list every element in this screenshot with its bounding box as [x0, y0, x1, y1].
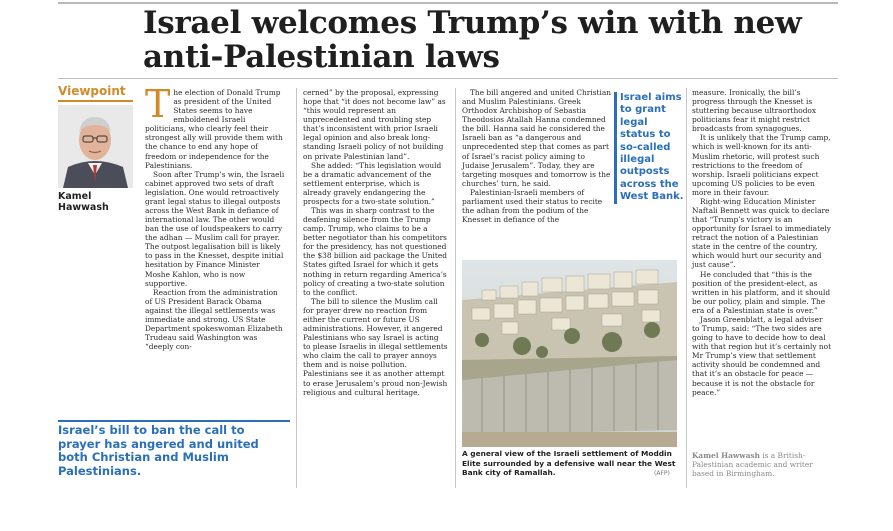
column-divider: [296, 88, 297, 488]
pull-quote: Israel aims to grant legal status to so-called illegal outposts across the West Bank.: [614, 92, 686, 204]
highlight-quote: Israel’s bill to ban the call to prayer has angered and united both Christian and Muslim Palestinians.: [58, 420, 290, 478]
article-column-4: [692, 88, 832, 397]
settlement-photo: [462, 260, 677, 447]
article-column-2: [303, 88, 448, 397]
paragraph: Palestinian-Israeli members of parliament used their status to recite the adhan from the podium of the Knesset in defiance of the: [462, 187, 603, 225]
paragraph: Right-wing Education Minister Naftali Bennett was quick to declare that “Trump’s victory is an opportunity for Israel to immediately retract the notion of a Palestinian state in the centre of the country, which would hurt our security and just cause”.: [692, 196, 831, 270]
drop-cap: T: [145, 82, 171, 126]
author-name: [58, 191, 109, 213]
bio-name: Kamel Hawwash: [692, 451, 760, 460]
paragraph: It is unlikely that the Trump camp, which is well-known for its anti-Muslim rhetoric, will protest such restrictions to the freedom of worship. Israeli politicians expect upcoming US policies to be even more in their favour.: [692, 133, 831, 197]
header-rule: [58, 78, 838, 79]
top-rule: [58, 2, 838, 4]
paragraph: The election of Donald Trump as president of the United States seems to have emboldened Israeli politicians, who clearly feel their strongest ally will provide them with the chance to end any hope of freedom or independence for the Palestinians.: [145, 82, 283, 170]
paragraph: She added: “This legislation would be a dramatic advancement of the settlement enterprise, which is already gravely endangering the prospects for a two-state solution.”: [303, 160, 442, 206]
bio-text: is a British-Palestinian academic and writer based in Birmingham.: [692, 451, 813, 479]
paragraph: The bill angered and united Christian and Muslim Palestinians. Greek Orthodox Archbishop of Sebastia Theodosios Atallah Hanna condemned the bill. Hanna said he considered the Israeli ban as “a dangerous and unprecedented step that comes as part of Israel’s racist policy aiming to Judaise Jerusalem”. Today, they are targeting mosques and tomorrow is the churches’ turn, he said.: [462, 88, 611, 188]
paragraph: measure. Ironically, the bill’s progress through the Knesset is stuttering because ultraorthodox politicians fear it might restrict broadcasts from synagogues.: [692, 88, 817, 134]
paragraph: Jason Greenblatt, a legal adviser to Trump, said: “The two sides are going to have to decide how to deal with that region but it’s certainly not Mr Trump’s view that settlement activity should be condemned and that it’s an obstacle for peace — because it is not the obstacle for peace.”: [692, 314, 832, 397]
headline: Israel welcomes Trump’s win with new anti-Palestinian laws: [143, 5, 802, 75]
author-first-name: Kamel: [58, 191, 92, 202]
paragraph: Reaction from the administration of US President Barack Obama against the illegal settlements was immediate and strong. US State Department spokeswoman Elizabeth Trudeau said Washington was “deeply con-: [145, 287, 283, 352]
paragraph: cerned” by the proposal, expressing hope that “it does not become law” as “this would represent an unprecedented and troubling step that’s inconsistent with prior Israeli legal opinion and also break long-standing Israeli policy of not building on private Palestinian land”.: [303, 88, 446, 161]
article-column-1: [145, 82, 287, 352]
paragraph: Soon after Trump’s win, the Israeli cabinet approved two sets of draft legislation. One would retroactively grant legal status to illegal outposts across the West Bank in defiance of international law. The other would ban the use of loudspeakers to carry the adhan — Muslim call for prayer. The outpost legalisation bill is likely to pass in the Knesset, despite initial hesitation by Finance Minister Moshe Kahlon, who is now supportive.: [145, 169, 285, 288]
column-divider: [455, 88, 456, 488]
paragraph: He concluded that “this is the position of the president-elect, as written in his platform, and it should be our policy, plain and simple. The era of a Palestinian state is over.”: [692, 269, 831, 315]
photo-credit: (AFP): [654, 470, 670, 477]
section-tag-underline: [58, 100, 133, 102]
column-divider: [686, 88, 687, 488]
paragraph: The bill to silence the Muslim call for prayer drew no reaction from either the current or future US administrations. However, it angered Palestinians who say Israel is acting to please Israelis in illegal settlements who claim the call to prayer annoys them and is noise pollution. Palestinians see it as another attempt to erase Jerusalem’s proud non-Jewish religious and cultural heritage.: [303, 296, 448, 397]
section-tag: Viewpoint: [58, 84, 126, 98]
photo-caption: A general view of the Israeli settlement of Moddin Elite surrounded by a defensive wall near the West Bank city of Ramallah.: [462, 449, 676, 477]
author-photo: [58, 105, 133, 188]
paragraph: This was in sharp contrast to the deafening silence from the Trump camp. Trump, who claims to be a better negotiator than his competitors for the presidency, has not questioned the $38 billion aid package the United States gifted Israel for which it gets nothing in return regarding America’s policy of creating a two-state solution to the conflict.: [303, 206, 447, 297]
author-last-name: Hawwash: [58, 202, 109, 213]
article-column-3: [462, 88, 612, 224]
author-bio: [692, 451, 832, 479]
